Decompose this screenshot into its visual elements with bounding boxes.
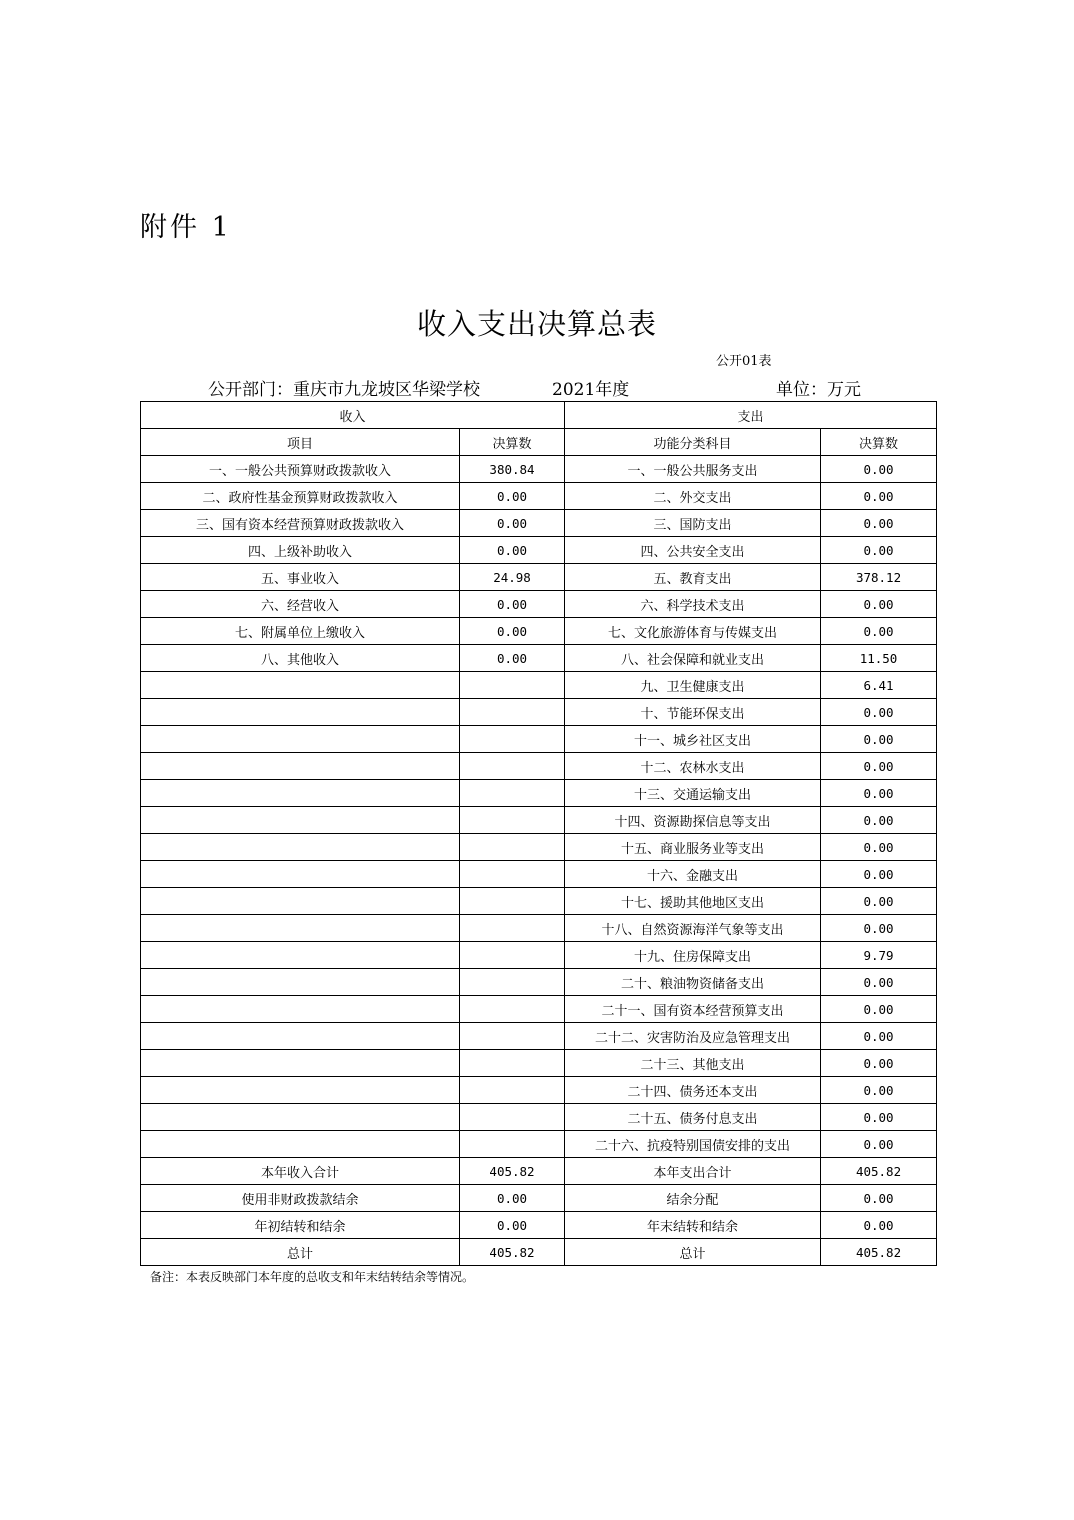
- expense-item-cell: 八、社会保障和就业支出: [565, 645, 821, 672]
- income-item-cell: 使用非财政拨款结余: [141, 1185, 460, 1212]
- expense-amount-cell: 0.00: [821, 888, 937, 915]
- department-label: 公开部门：重庆市九龙坡区华梁学校: [208, 380, 480, 400]
- expense-amount-cell: 0.00: [821, 1077, 937, 1104]
- expense-item-cell: 七、文化旅游体育与传媒支出: [565, 618, 821, 645]
- income-amount-cell: [460, 942, 565, 969]
- income-item-cell: [141, 672, 460, 699]
- income-amount-cell: [460, 915, 565, 942]
- income-item-cell: [141, 1131, 460, 1158]
- income-amount-cell: 380.84: [460, 456, 565, 483]
- table-row: [141, 699, 937, 726]
- expense-item-cell: 二十六、抗疫特别国债安排的支出: [565, 1131, 821, 1158]
- table-row: [141, 915, 937, 942]
- expense-amount-cell: 0.00: [821, 1050, 937, 1077]
- expense-item-cell: 二十、粮油物资储备支出: [565, 969, 821, 996]
- income-amount-cell: [460, 969, 565, 996]
- expense-item-cell: 十二、农林水支出: [565, 753, 821, 780]
- expense-item-cell: 十四、资源勘探信息等支出: [565, 807, 821, 834]
- column-header-row: [141, 429, 937, 456]
- expense-amount-cell: 0.00: [821, 861, 937, 888]
- table-row: [141, 1185, 937, 1212]
- expense-amount-cell: 0.00: [821, 483, 937, 510]
- expense-item-cell: 二十一、国有资本经营预算支出: [565, 996, 821, 1023]
- expense-item-cell: 二十三、其他支出: [565, 1050, 821, 1077]
- income-amount-cell: [460, 1104, 565, 1131]
- expense-item-cell: 十三、交通运输支出: [565, 780, 821, 807]
- income-item-cell: 年初结转和结余: [141, 1212, 460, 1239]
- expense-item-cell: 十七、援助其他地区支出: [565, 888, 821, 915]
- expense-item-cell: 十、节能环保支出: [565, 699, 821, 726]
- table-row: [141, 1104, 937, 1131]
- expense-item-cell: 总计: [565, 1239, 821, 1266]
- income-amount-cell: [460, 888, 565, 915]
- table-row: [141, 672, 937, 699]
- expense-item-cell: 六、科学技术支出: [565, 591, 821, 618]
- expense-item-cell: 二十二、灾害防治及应急管理支出: [565, 1023, 821, 1050]
- income-amount-cell: [460, 780, 565, 807]
- income-amount-cell: [460, 726, 565, 753]
- income-item-cell: [141, 1104, 460, 1131]
- income-amount-cell: [460, 861, 565, 888]
- income-amount-cell: [460, 996, 565, 1023]
- income-amount-cell: 0.00: [460, 537, 565, 564]
- income-amount-cell: 0.00: [460, 483, 565, 510]
- expense-item-cell: 十一、城乡社区支出: [565, 726, 821, 753]
- income-item-cell: [141, 915, 460, 942]
- table-row: [141, 1077, 937, 1104]
- expense-amount-cell: 0.00: [821, 996, 937, 1023]
- table-row: [141, 807, 937, 834]
- income-item-cell: [141, 834, 460, 861]
- income-item-cell: [141, 861, 460, 888]
- expense-amount-cell: 0.00: [821, 1131, 937, 1158]
- attachment-label: 附件 1: [140, 212, 232, 243]
- table-row: [141, 618, 937, 645]
- fiscal-year: 2021年度: [552, 380, 630, 400]
- amount2-column-header: 决算数: [821, 429, 937, 456]
- income-item-cell: [141, 753, 460, 780]
- income-item-cell: [141, 726, 460, 753]
- table-row: [141, 564, 937, 591]
- expense-item-cell: 本年支出合计: [565, 1158, 821, 1185]
- expense-amount-cell: 6.41: [821, 672, 937, 699]
- expense-amount-cell: 0.00: [821, 753, 937, 780]
- expense-item-cell: 年末结转和结余: [565, 1212, 821, 1239]
- form-number: 公开01表: [716, 354, 772, 369]
- expense-amount-cell: 0.00: [821, 456, 937, 483]
- expense-amount-cell: 11.50: [821, 645, 937, 672]
- expense-amount-cell: 405.82: [821, 1158, 937, 1185]
- income-amount-cell: 0.00: [460, 1185, 565, 1212]
- expense-amount-cell: 0.00: [821, 834, 937, 861]
- income-amount-cell: [460, 1050, 565, 1077]
- income-amount-cell: 405.82: [460, 1239, 565, 1266]
- table-row: [141, 537, 937, 564]
- expense-amount-cell: 0.00: [821, 699, 937, 726]
- income-item-cell: [141, 780, 460, 807]
- category-column-header: 功能分类科目: [565, 429, 821, 456]
- section-header-row: [141, 402, 937, 429]
- income-item-cell: [141, 969, 460, 996]
- table-row: [141, 645, 937, 672]
- expense-item-cell: 十五、商业服务业等支出: [565, 834, 821, 861]
- income-amount-cell: 0.00: [460, 591, 565, 618]
- income-section-header: 收入: [141, 402, 565, 429]
- income-amount-cell: 0.00: [460, 645, 565, 672]
- table-row: [141, 591, 937, 618]
- table-row: [141, 888, 937, 915]
- expense-amount-cell: 405.82: [821, 1239, 937, 1266]
- expense-amount-cell: 0.00: [821, 1023, 937, 1050]
- expense-item-cell: 二、外交支出: [565, 483, 821, 510]
- income-amount-cell: 24.98: [460, 564, 565, 591]
- income-item-cell: 三、国有资本经营预算财政拨款收入: [141, 510, 460, 537]
- table-row: [141, 780, 937, 807]
- table-row: [141, 1131, 937, 1158]
- item-column-header: 项目: [141, 429, 460, 456]
- expense-section-header: 支出: [565, 402, 937, 429]
- table-row: [141, 942, 937, 969]
- expense-amount-cell: 0.00: [821, 1104, 937, 1131]
- expense-item-cell: 结余分配: [565, 1185, 821, 1212]
- table-row: [141, 510, 937, 537]
- amount-column-header: 决算数: [460, 429, 565, 456]
- income-item-cell: 总计: [141, 1239, 460, 1266]
- table-row: [141, 1023, 937, 1050]
- expense-amount-cell: 0.00: [821, 618, 937, 645]
- page-title: 收入支出决算总表: [416, 307, 657, 341]
- income-amount-cell: [460, 834, 565, 861]
- income-amount-cell: [460, 699, 565, 726]
- expense-item-cell: 二十四、债务还本支出: [565, 1077, 821, 1104]
- expense-item-cell: 十六、金融支出: [565, 861, 821, 888]
- expense-amount-cell: 378.12: [821, 564, 937, 591]
- income-amount-cell: [460, 672, 565, 699]
- expense-amount-cell: 0.00: [821, 1212, 937, 1239]
- income-item-cell: [141, 807, 460, 834]
- expense-item-cell: 四、公共安全支出: [565, 537, 821, 564]
- table-row: [141, 1158, 937, 1185]
- income-amount-cell: [460, 753, 565, 780]
- budget-table: [140, 401, 937, 1266]
- expense-amount-cell: 9.79: [821, 942, 937, 969]
- income-amount-cell: 0.00: [460, 510, 565, 537]
- table-row: [141, 861, 937, 888]
- table-row: [141, 969, 937, 996]
- table-row: [141, 1212, 937, 1239]
- expense-amount-cell: 0.00: [821, 969, 937, 996]
- income-item-cell: 四、上级补助收入: [141, 537, 460, 564]
- income-item-cell: [141, 1023, 460, 1050]
- footnote: 备注：本表反映部门本年度的总收支和年末结转结余等情况。: [150, 1270, 475, 1284]
- income-item-cell: 六、经营收入: [141, 591, 460, 618]
- table-row: [141, 456, 937, 483]
- expense-item-cell: 九、卫生健康支出: [565, 672, 821, 699]
- income-amount-cell: 0.00: [460, 618, 565, 645]
- income-amount-cell: [460, 1077, 565, 1104]
- income-item-cell: [141, 888, 460, 915]
- expense-amount-cell: 0.00: [821, 807, 937, 834]
- table-row: [141, 834, 937, 861]
- table-row: [141, 753, 937, 780]
- income-item-cell: 本年收入合计: [141, 1158, 460, 1185]
- table-row: [141, 726, 937, 753]
- expense-item-cell: 十八、自然资源海洋气象等支出: [565, 915, 821, 942]
- expense-amount-cell: 0.00: [821, 591, 937, 618]
- income-item-cell: [141, 996, 460, 1023]
- table-body: [141, 456, 937, 1266]
- income-item-cell: 五、事业收入: [141, 564, 460, 591]
- income-amount-cell: [460, 1131, 565, 1158]
- expense-item-cell: 十九、住房保障支出: [565, 942, 821, 969]
- expense-amount-cell: 0.00: [821, 1185, 937, 1212]
- income-item-cell: 二、政府性基金预算财政拨款收入: [141, 483, 460, 510]
- income-item-cell: [141, 942, 460, 969]
- expense-amount-cell: 0.00: [821, 780, 937, 807]
- expense-amount-cell: 0.00: [821, 537, 937, 564]
- income-amount-cell: [460, 1023, 565, 1050]
- income-item-cell: [141, 1077, 460, 1104]
- income-item-cell: 一、一般公共预算财政拨款收入: [141, 456, 460, 483]
- expense-item-cell: 一、一般公共服务支出: [565, 456, 821, 483]
- income-amount-cell: 0.00: [460, 1212, 565, 1239]
- income-item-cell: [141, 699, 460, 726]
- expense-amount-cell: 0.00: [821, 726, 937, 753]
- table-row: [141, 483, 937, 510]
- expense-item-cell: 五、教育支出: [565, 564, 821, 591]
- income-amount-cell: [460, 807, 565, 834]
- income-item-cell: 七、附属单位上缴收入: [141, 618, 460, 645]
- expense-amount-cell: 0.00: [821, 915, 937, 942]
- unit-label: 单位：万元: [776, 380, 861, 400]
- income-item-cell: [141, 1050, 460, 1077]
- table-row: [141, 1239, 937, 1266]
- expense-item-cell: 二十五、债务付息支出: [565, 1104, 821, 1131]
- income-item-cell: 八、其他收入: [141, 645, 460, 672]
- table-row: [141, 996, 937, 1023]
- expense-amount-cell: 0.00: [821, 510, 937, 537]
- income-amount-cell: 405.82: [460, 1158, 565, 1185]
- table-row: [141, 1050, 937, 1077]
- expense-item-cell: 三、国防支出: [565, 510, 821, 537]
